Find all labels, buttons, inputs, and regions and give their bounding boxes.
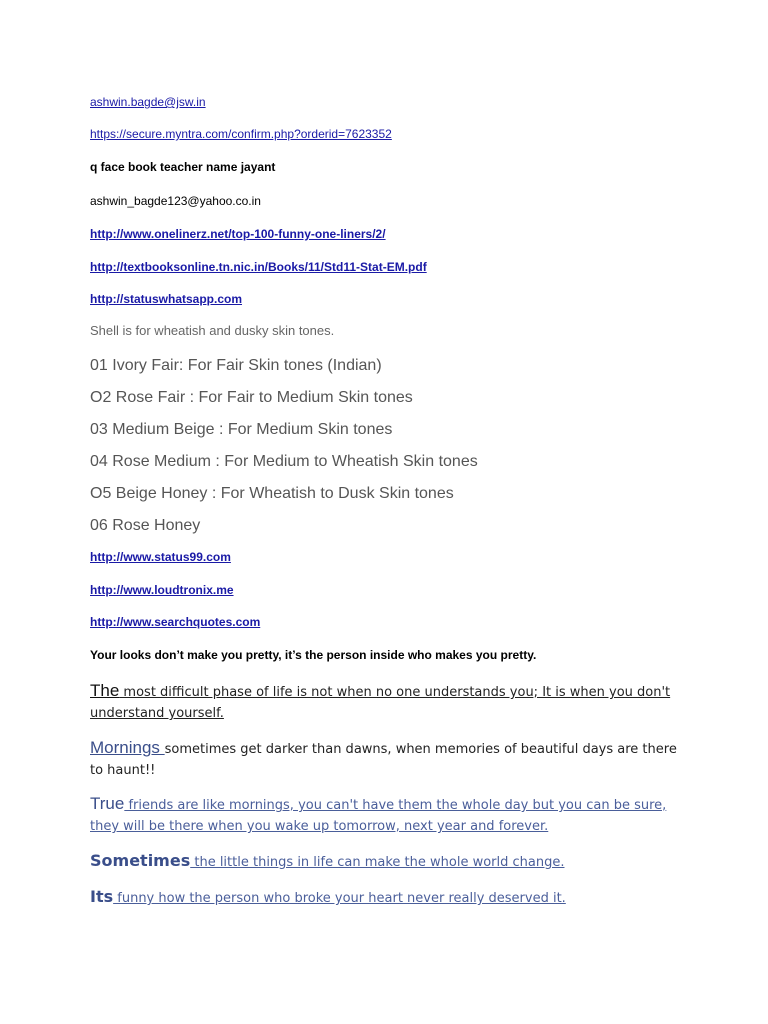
facebook-question-note: q face book teacher name jayant <box>90 160 276 174</box>
skin-tone-item-3: 03 Medium Beige : For Medium Skin tones <box>90 421 393 438</box>
skin-tone-item-2: O2 Rose Fair : For Fair to Medium Skin tones <box>90 389 413 406</box>
quote-difficult-phase <box>90 680 685 724</box>
loudtronix-link[interactable]: http://www.loudtronix.me <box>90 583 234 597</box>
quote-body: sometimes get darker than dawns, when memories of beautiful days are there to haunt!! <box>90 742 677 778</box>
looks-quote: Your looks don’t make you pretty, it’s the person inside who makes you pretty. <box>90 648 537 662</box>
quote-body: the little things in life can make the whole world change. <box>190 855 565 870</box>
yahoo-email-text: ashwin_bagde123@yahoo.co.in <box>90 194 261 208</box>
skin-tone-item-4: 04 Rose Medium : For Medium to Wheatish Skin tones <box>90 453 478 470</box>
status99-link[interactable]: http://www.status99.com <box>90 550 231 564</box>
myntra-order-link[interactable]: https://secure.myntra.com/confirm.php?orderid=7623352 <box>90 127 392 141</box>
quote-lead-word: Sometimes <box>90 851 191 870</box>
textbooks-link[interactable]: http://textbooksonline.tn.nic.in/Books/11/Std11-Stat-EM.pdf <box>90 260 427 274</box>
quote-lead-word: True <box>90 794 125 813</box>
skin-tone-item-5: O5 Beige Honey : For Wheatish to Dusk Skin tones <box>90 485 454 502</box>
skin-tone-item-1: 01 Ivory Fair: For Fair Skin tones (Indian) <box>90 357 382 374</box>
quote-sometimes <box>90 850 685 873</box>
skin-tone-item-6: 06 Rose Honey <box>90 517 201 534</box>
quote-lead-word: Mornings <box>90 738 165 757</box>
shell-note: Shell is for wheatish and dusky skin tones. <box>90 323 335 338</box>
statuswhatsapp-link[interactable]: http://statuswhatsapp.com <box>90 292 243 306</box>
quote-its-funny <box>90 886 685 909</box>
quote-body: friends are like mornings, you can't have them the whole day but you can be sure, they will be there when you wake up tomorrow, next year and forever. <box>90 798 667 834</box>
onelinerz-link[interactable]: http://www.onelinerz.net/top-100-funny-one-liners/2/ <box>90 227 386 241</box>
email-link-jsw[interactable]: ashwin.bagde@jsw.in <box>90 95 206 109</box>
quote-body: most difficult phase of life is not when no one understands you; It is when you don't understand yourself. <box>90 685 671 721</box>
quote-body: funny how the person who broke your heart never really deserved it. <box>113 891 566 906</box>
quote-mornings <box>90 737 685 781</box>
searchquotes-link[interactable]: http://www.searchquotes.com <box>90 615 261 629</box>
quote-true-friends <box>90 793 685 837</box>
quote-lead-word: Its <box>90 887 114 906</box>
quote-lead-word: The <box>90 681 120 700</box>
